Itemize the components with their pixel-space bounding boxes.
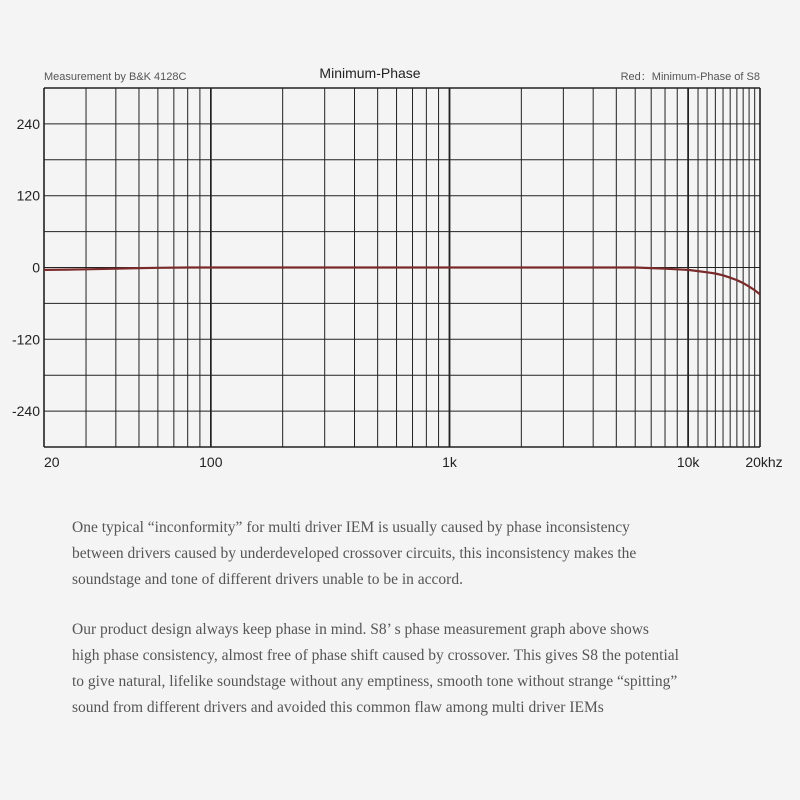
y-axis-ticks [12, 116, 40, 419]
description-paragraph-2 [72, 617, 752, 721]
paragraph-line: Our product design always keep phase in mind. S8’ s phase measurement graph above shows [72, 621, 649, 638]
paragraph-line: soundstage and tone of different drivers unable to be in accord. [72, 571, 463, 588]
paragraph-line: One typical “inconformity” for multi driver IEM is usually caused by phase inconsistency [72, 519, 630, 536]
x-tick-label: 100 [199, 454, 223, 470]
description-paragraph-1 [72, 515, 752, 593]
series-line [44, 268, 760, 295]
paragraph-line: to give natural, lifelike soundstage without any emptiness, smooth tone without strange “spitting” [72, 673, 678, 690]
y-tick-label: -120 [11, 331, 40, 348]
y-tick-label: 240 [16, 115, 40, 132]
y-tick-label: -240 [11, 403, 40, 420]
x-tick-label: 10k [676, 454, 700, 470]
y-tick-label: 120 [16, 187, 40, 204]
x-axis-ticks [44, 454, 783, 470]
chart-subtitle-right: Red：Minimum-Phase of S8 [620, 71, 760, 83]
paragraph-line: high phase consistency, almost free of phase shift caused by crossover. This gives S8 the potential [72, 647, 679, 664]
x-tick-label: 20 [44, 454, 60, 470]
x-tick-label: 20khz [745, 454, 783, 470]
chart-subtitle-left: Measurement by B&K 4128C [44, 71, 187, 83]
x-tick-label: 1k [442, 454, 457, 470]
chart-title: Minimum-Phase [319, 65, 421, 81]
paragraph-line: sound from different drivers and avoided this common flaw among multi driver IEMs [72, 699, 604, 716]
series-group [44, 268, 760, 295]
paragraph-line: between drivers caused by underdeveloped crossover circuits, this inconsistency makes the [72, 545, 637, 562]
y-tick-label: 0 [32, 259, 40, 276]
